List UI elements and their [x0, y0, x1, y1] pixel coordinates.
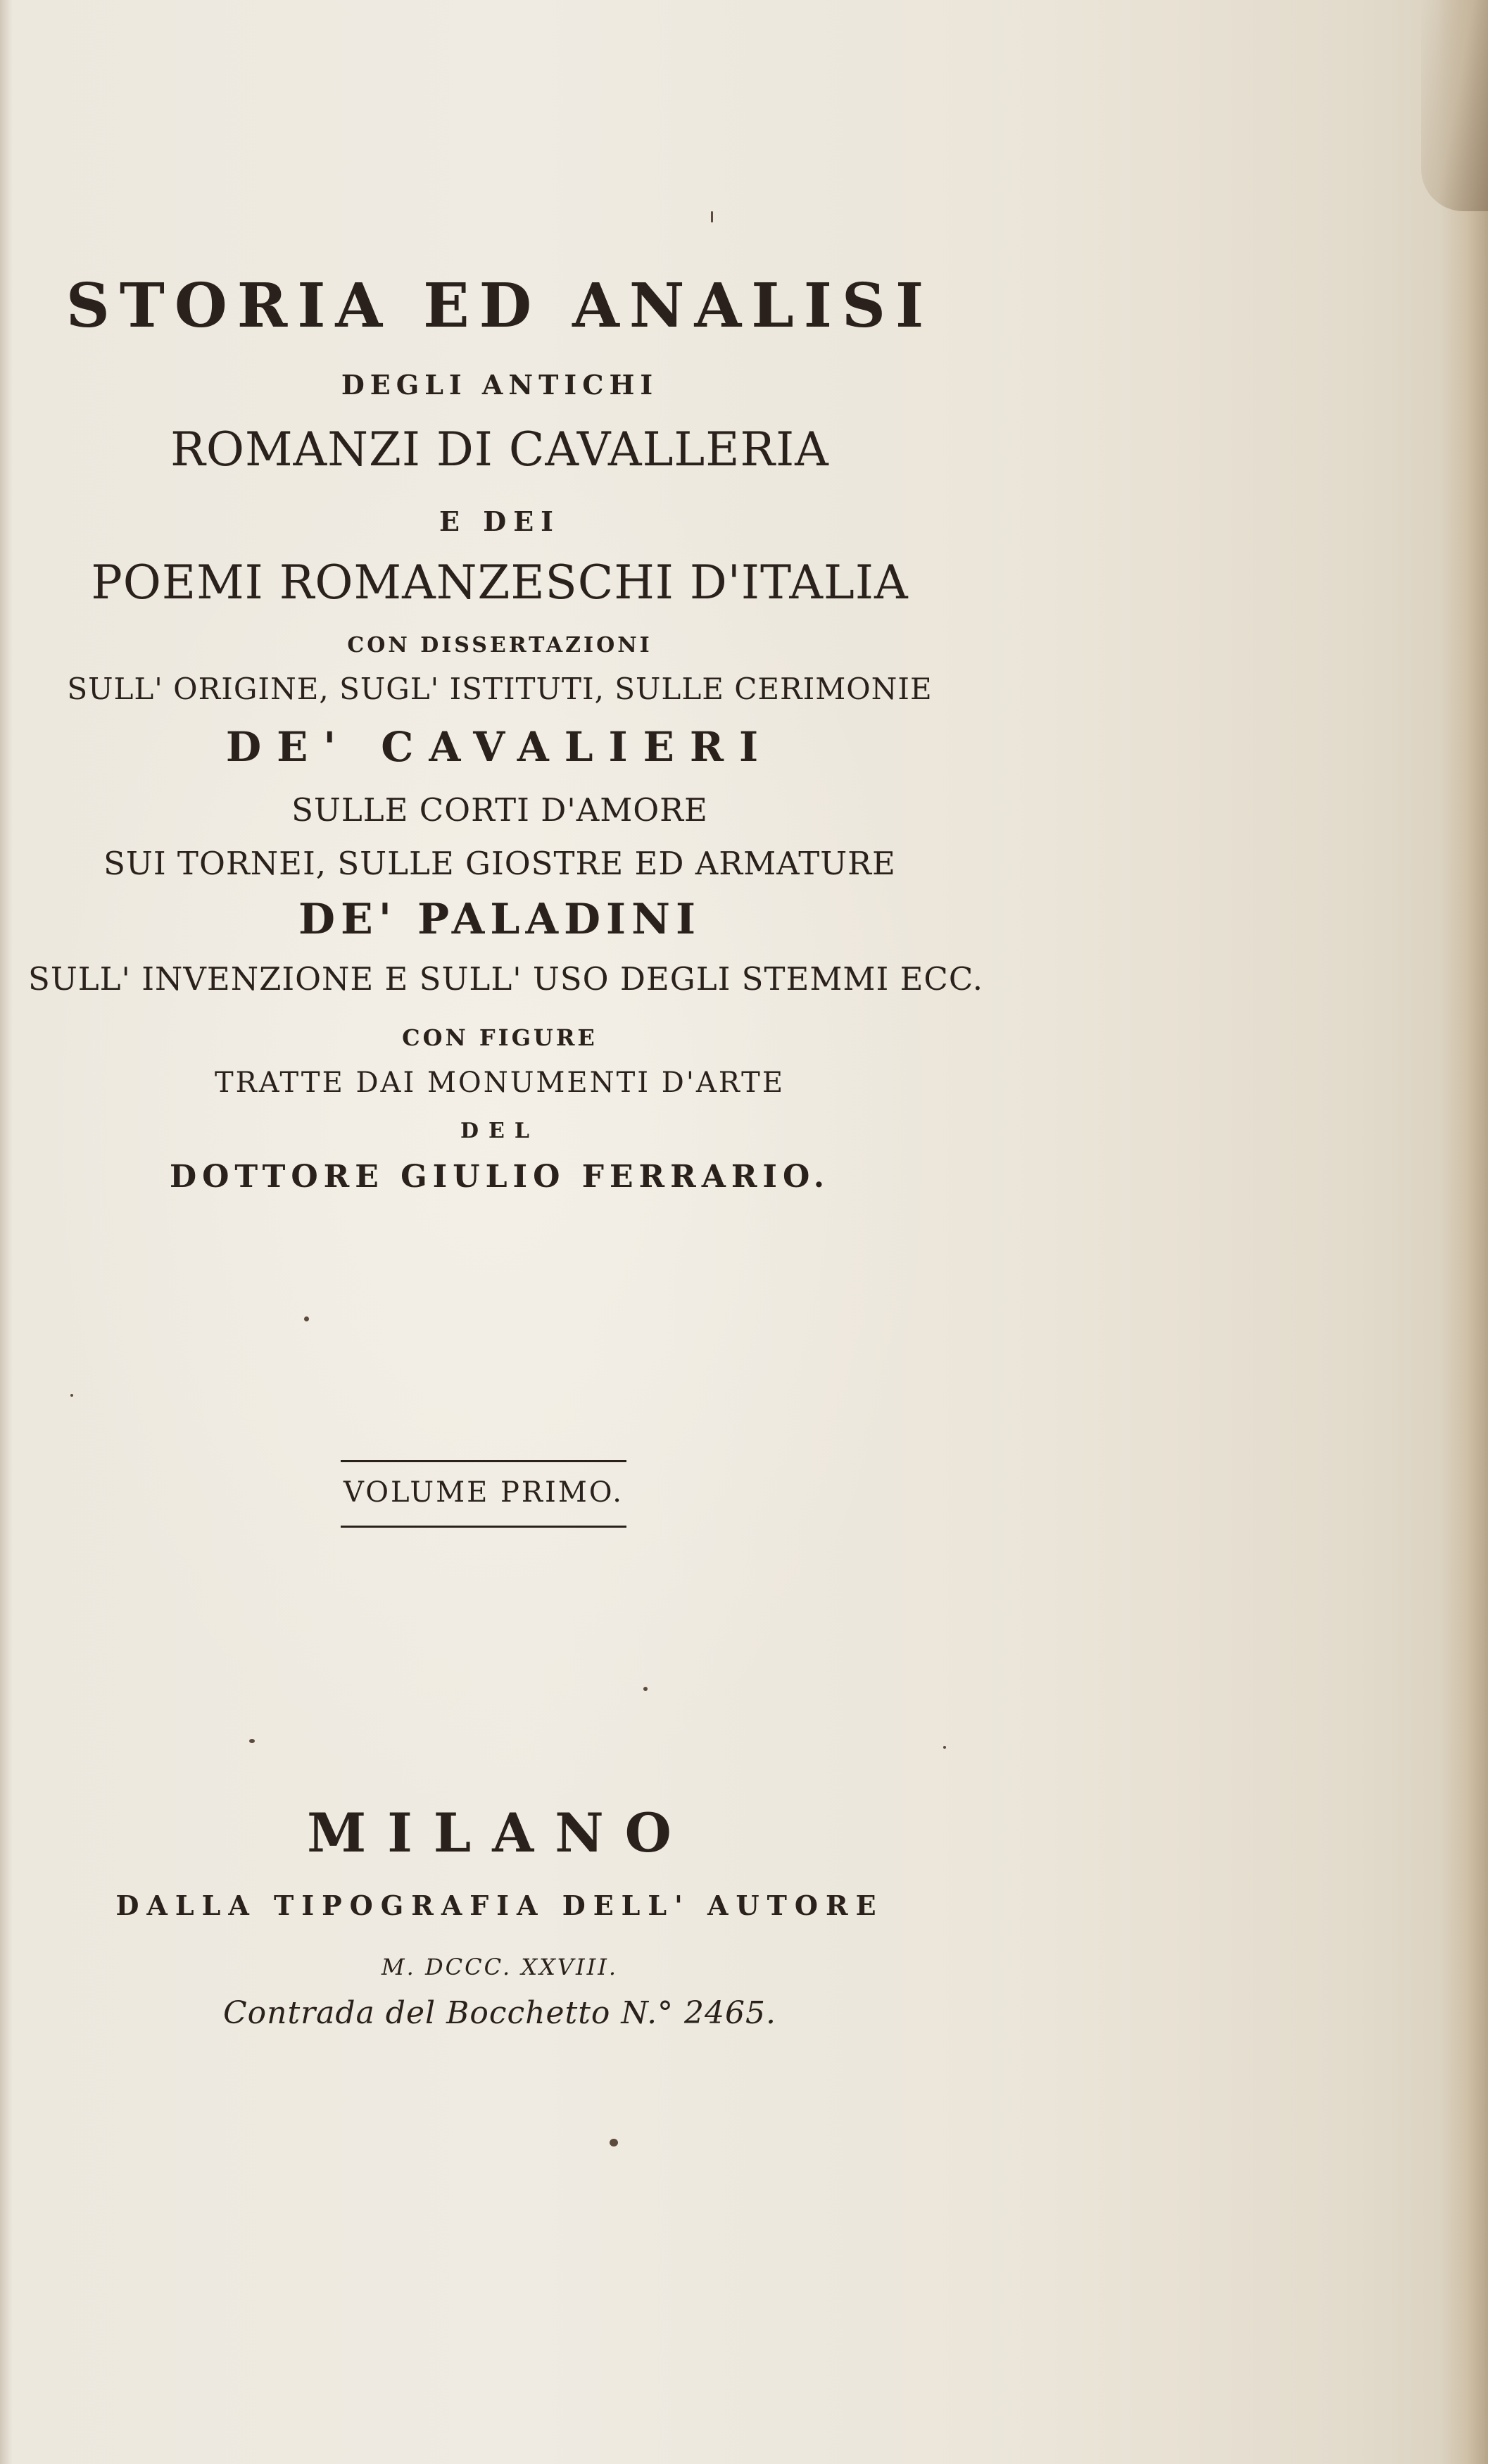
ink-speck [304, 1316, 309, 1321]
title-line-10: SUI TORNEI, SULLE GIOSTRE ED ARMATURE [103, 845, 896, 882]
page-right-edge [1439, 0, 1488, 2464]
volume-rule-top [341, 1460, 626, 1462]
page-corner-curl [1421, 0, 1488, 211]
title-line-14: TRATTE DAI MONUMENTI D'ARTE [214, 1067, 786, 1099]
title-line-15: DEL [460, 1119, 539, 1143]
author-name: DOTTORE GIULIO FERRARIO. [169, 1159, 831, 1195]
title-line-4: E DEI [439, 505, 560, 537]
ink-speck [711, 211, 713, 222]
title-line-9: SULLE CORTI D'AMORE [291, 791, 708, 829]
ink-speck [643, 1687, 648, 1691]
volume-box [341, 1460, 626, 1528]
imprint-year: M. DCCC. XXVIII. [381, 1954, 619, 1980]
title-line-11: DE' PALADINI [298, 895, 702, 944]
volume-rule-bottom [341, 1526, 626, 1528]
main-title: STORIA ED ANALISI [65, 270, 934, 341]
imprint-printer: DALLA TIPOGRAFIA DELL' AUTORE [115, 1890, 884, 1921]
title-line-13: CON FIGURE [402, 1024, 598, 1051]
ink-speck [70, 1394, 73, 1397]
title-line-12: SULL' INVENZIONE E SULL' USO DEGLI STEMMI ECC. [28, 960, 983, 998]
title-line-6: CON DISSERTAZIONI [347, 633, 652, 658]
title-line-8: DE' CAVALIERI [225, 723, 774, 771]
ink-speck [610, 2139, 618, 2146]
page-left-shadow [0, 0, 13, 2464]
imprint-address: Contrada del Bocchetto N.° 2465. [222, 1995, 777, 2031]
volume-label: VOLUME PRIMO. [343, 1476, 624, 1509]
imprint-city: MILANO [307, 1802, 693, 1864]
title-line-7: SULL' ORIGINE, SUGL' ISTITUTI, SULLE CERIMONIE [67, 672, 933, 706]
title-line-2: DEGLI ANTICHI [341, 369, 659, 401]
title-line-3: ROMANZI DI CAVALLERIA [170, 422, 829, 477]
ink-speck [943, 1746, 946, 1749]
title-line-5: POEMI ROMANZESCHI D'ITALIA [91, 555, 909, 610]
ink-speck [249, 1739, 255, 1743]
